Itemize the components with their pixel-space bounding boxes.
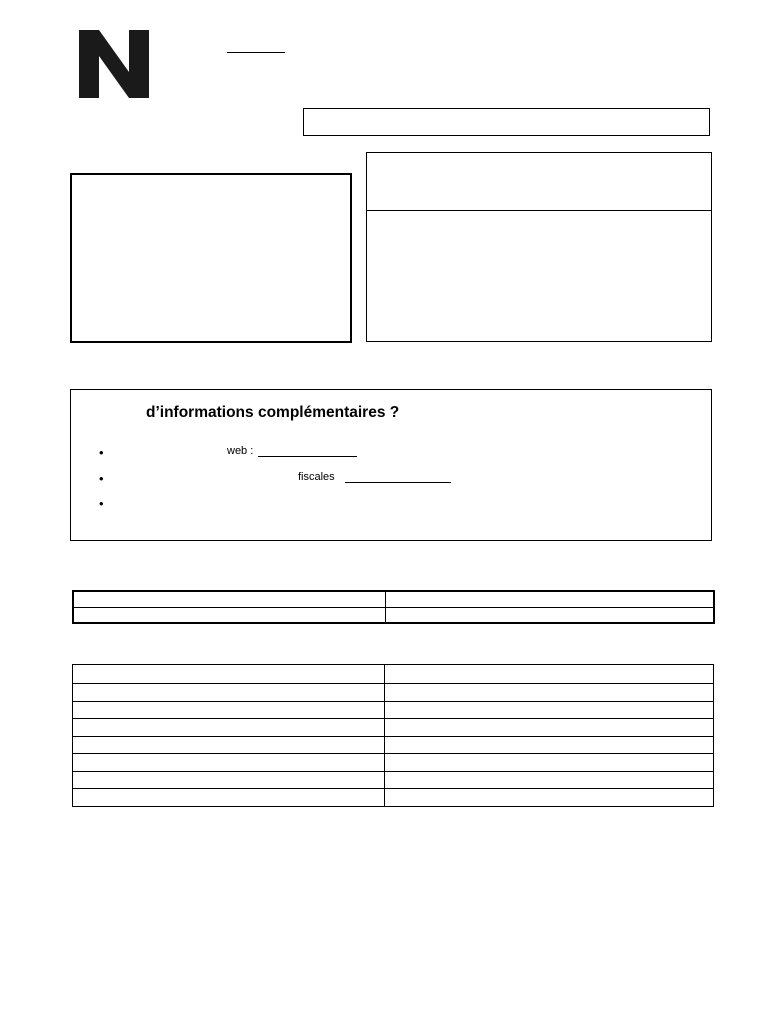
table-row [73, 684, 714, 702]
table-cell [73, 789, 385, 807]
info-heading: d’informations complémentaires ? [146, 404, 400, 421]
table-cell [385, 719, 714, 737]
table-cell [385, 737, 714, 754]
table-cell [73, 737, 385, 754]
table-cell [385, 772, 714, 789]
table-cell [385, 684, 714, 702]
fiscal-label: fiscales [298, 471, 335, 483]
table-row [73, 789, 714, 807]
address-box [70, 173, 352, 343]
bullet-icon: • [99, 445, 104, 460]
table-cell [385, 607, 714, 623]
table-row [73, 591, 714, 607]
reference-box [366, 152, 712, 342]
table-row [73, 772, 714, 789]
table-row [73, 665, 714, 684]
table-cell [385, 754, 714, 772]
table-row [73, 719, 714, 737]
table-cell [385, 702, 714, 719]
web-label: web : [227, 445, 254, 457]
table-cell [73, 665, 385, 684]
title-field-box [303, 108, 710, 136]
table-cell [73, 684, 385, 702]
logo-n [79, 30, 149, 98]
table-cell [73, 591, 385, 607]
table-cell [73, 719, 385, 737]
bullet-icon: • [99, 496, 104, 511]
table-a [72, 590, 715, 624]
table-b [72, 664, 714, 807]
web-fill-line [258, 456, 357, 457]
table-row [73, 754, 714, 772]
bullet-icon: • [99, 471, 104, 486]
info-section [70, 389, 712, 541]
table-cell [385, 665, 714, 684]
table-cell [73, 702, 385, 719]
table-row [73, 607, 714, 623]
table-cell [73, 607, 385, 623]
table-cell [73, 754, 385, 772]
table-cell [385, 789, 714, 807]
table-cell [385, 591, 714, 607]
table-cell [73, 772, 385, 789]
reference-box-divider [367, 210, 711, 211]
table-row [73, 702, 714, 719]
fiscal-fill-line [345, 482, 451, 483]
header-underline [227, 52, 285, 53]
table-row [73, 737, 714, 754]
